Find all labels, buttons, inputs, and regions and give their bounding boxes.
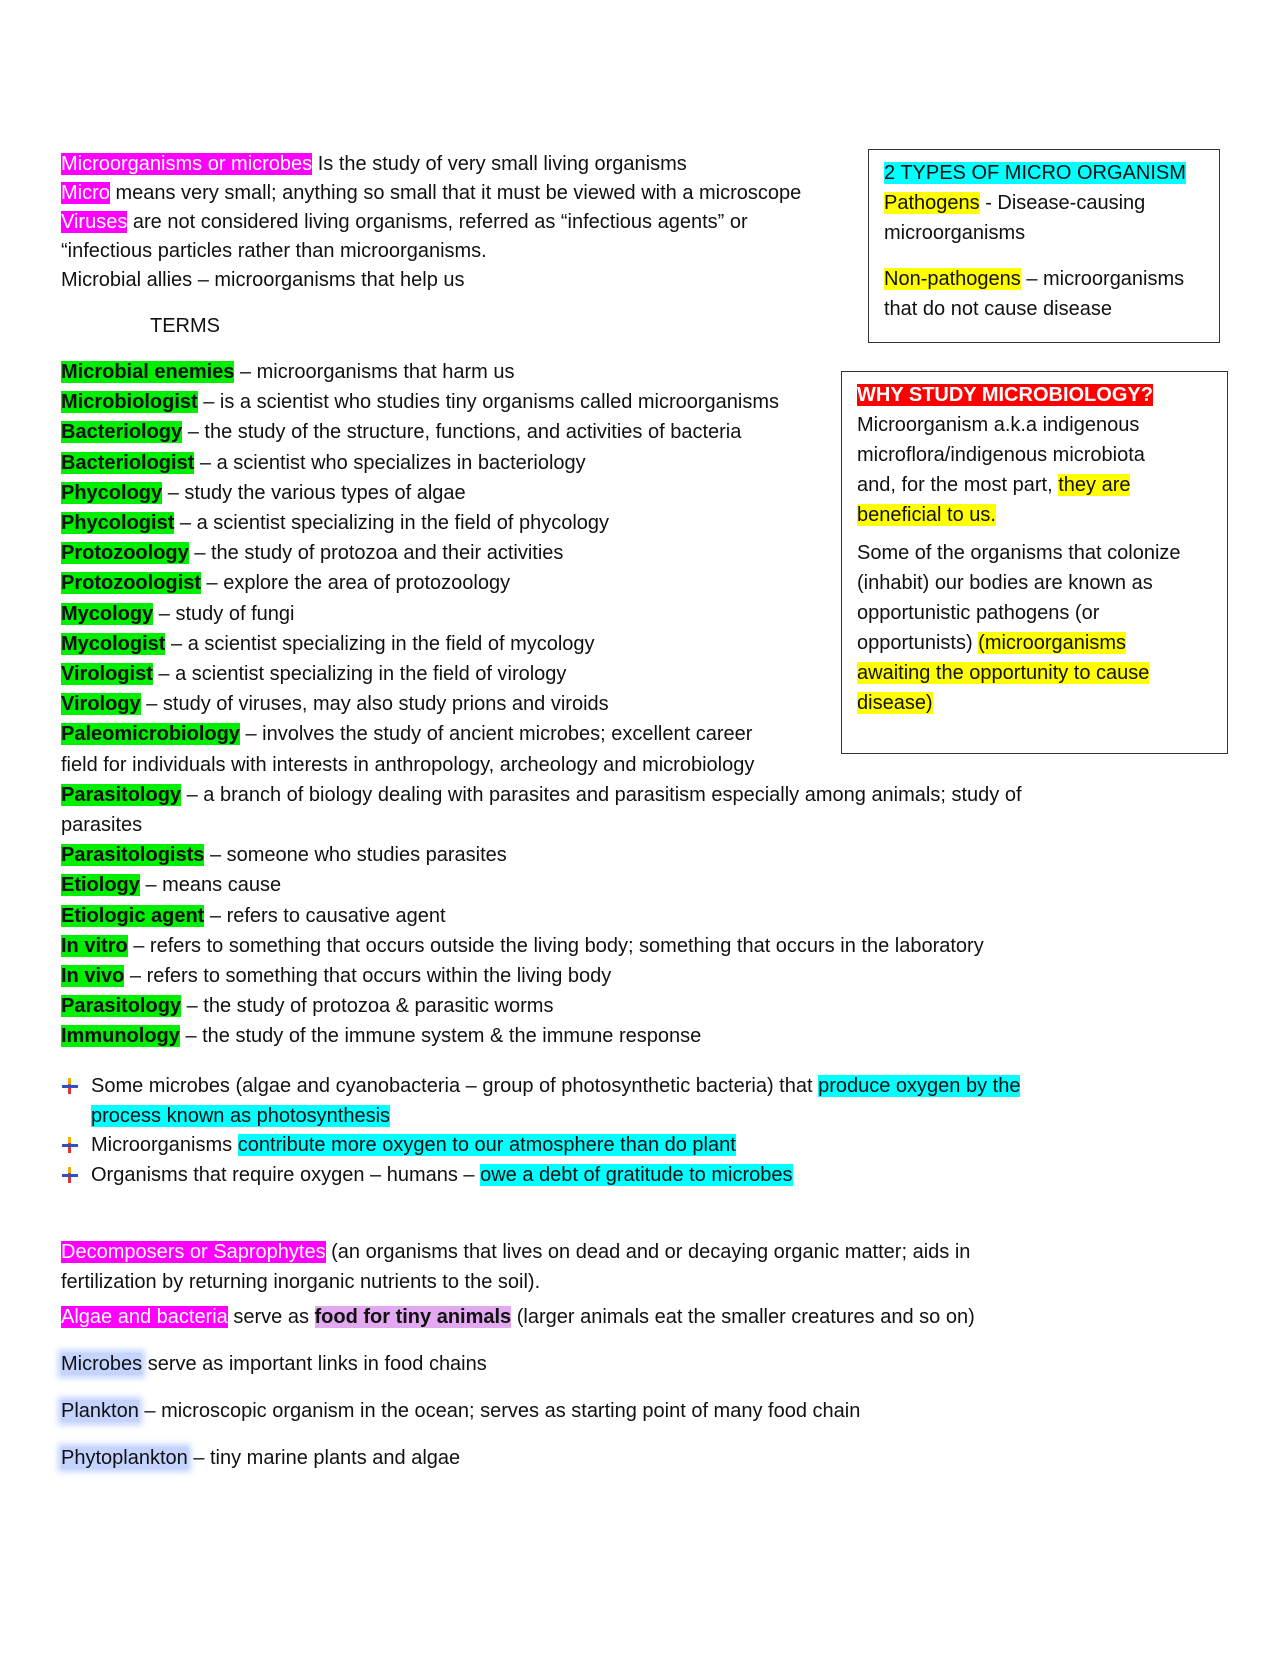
term-row xyxy=(61,478,466,508)
arrow-cross-bullet-icon xyxy=(61,1136,79,1154)
term-label: Mycologist xyxy=(61,633,166,655)
plankton-def: – microscopic organism in the ocean; serves as starting point of many food chain xyxy=(138,1400,861,1422)
term-row xyxy=(61,961,611,991)
why-text: opportunists) xyxy=(857,632,979,654)
why-highlight: (microorganisms xyxy=(978,632,1126,654)
term-algae-bacteria: Algae and bacteria xyxy=(61,1306,228,1328)
term-plankton: Plankton xyxy=(61,1400,139,1422)
term-viruses: Viruses xyxy=(61,211,128,233)
term-definition: – microorganisms that harm us xyxy=(234,361,515,383)
term-row xyxy=(61,719,752,749)
term-label: Parasitology xyxy=(61,995,182,1017)
term-definition: – is a scientist who studies tiny organisms called microorganisms xyxy=(197,391,780,413)
term-definition: – study of fungi xyxy=(153,603,295,625)
term-definition: – study the various types of algae xyxy=(162,482,466,504)
term-row xyxy=(61,780,1022,810)
microbes-def: serve as important links in food chains xyxy=(142,1353,487,1375)
term-microorganisms: Microorganisms or microbes xyxy=(61,153,313,175)
intro-line-2 xyxy=(61,178,801,208)
bullet-text: Organisms that require oxygen – humans – xyxy=(91,1164,481,1186)
phytoplankton-line xyxy=(61,1443,460,1473)
term-definition: – a branch of biology dealing with parasites and parasitism especially among animals; study of xyxy=(181,784,1022,806)
term-label: Paleomicrobiology xyxy=(61,723,240,745)
term-definition: – means cause xyxy=(139,874,282,896)
term-label: Protozoologist xyxy=(61,572,201,594)
term-definition: – refers to causative agent xyxy=(204,905,446,927)
term-row xyxy=(61,840,507,870)
plankton-line xyxy=(61,1396,860,1426)
bullet-highlight: contribute more oxygen to our atmosphere than do plant xyxy=(237,1134,736,1156)
term-definition: – a scientist specializing in the field of virology xyxy=(152,663,567,685)
term-label: Bacteriology xyxy=(61,421,183,443)
bullet-text: Some microbes (algae and cyanobacteria – group of photosynthetic bacteria) that xyxy=(91,1075,819,1097)
why-text: opportunistic pathogens (or xyxy=(857,602,1100,624)
term-definition: – refers to something that occurs outside the living body; something that occurs in the laboratory xyxy=(127,935,984,957)
term-nonpathogens: Non-pathogens xyxy=(884,268,1021,290)
types-box xyxy=(868,149,1220,343)
term-row xyxy=(61,689,609,719)
arrow-cross-bullet-icon xyxy=(61,1077,79,1095)
why-highlight: awaiting the opportunity to cause xyxy=(857,662,1150,684)
why-text: Some of the organisms that colonize xyxy=(857,542,1181,564)
pathogens-def-cont: microorganisms xyxy=(884,222,1026,244)
why-box xyxy=(841,371,1228,754)
intro-text: are not considered living organisms, referred as “infectious agents” or xyxy=(127,211,748,233)
bullet-2 xyxy=(91,1130,736,1160)
term-row xyxy=(61,508,609,538)
term-row xyxy=(61,448,586,478)
term-label: Bacteriologist xyxy=(61,452,195,474)
term-row xyxy=(61,931,984,961)
term-microbes: Microbes xyxy=(61,1353,143,1375)
term-row xyxy=(61,357,515,387)
intro-text: “infectious particles rather than microorganisms. xyxy=(61,240,487,262)
term-row xyxy=(61,417,741,447)
term-row xyxy=(61,599,294,629)
term-label: Protozoology xyxy=(61,542,189,564)
term-definition: – the study of the structure, functions, and activities of bacteria xyxy=(182,421,742,443)
microbes-line xyxy=(61,1349,487,1379)
term-row xyxy=(61,538,563,568)
bullet-1 xyxy=(91,1071,1020,1101)
bullet-1-cont xyxy=(91,1101,390,1131)
term-definition: – a scientist specializing in the field of phycology xyxy=(174,512,610,534)
term-definition: – the study of protozoa & parasitic worms xyxy=(181,995,554,1017)
why-text: (inhabit) our bodies are known as xyxy=(857,572,1153,594)
term-label: Virologist xyxy=(61,663,153,685)
term-row xyxy=(61,810,142,840)
term-row xyxy=(61,387,779,417)
intro-line-5 xyxy=(61,265,465,295)
term-label: Immunology xyxy=(61,1025,180,1047)
bullet-highlight: process known as photosynthesis xyxy=(91,1105,391,1127)
algae-text: (larger animals eat the smaller creatures and so on) xyxy=(511,1306,975,1328)
food-highlight: food for tiny animals xyxy=(314,1306,512,1328)
term-definition: – study of viruses, may also study prions and viroids xyxy=(140,693,609,715)
term-row xyxy=(61,568,510,598)
bullet-highlight: owe a debt of gratitude to microbes xyxy=(480,1164,793,1186)
decomposers-def-cont: fertilization by returning inorganic nutrients to the soil). xyxy=(61,1271,541,1293)
term-definition: – a scientist specializing in the field of mycology xyxy=(165,633,595,655)
term-label: In vivo xyxy=(61,965,125,987)
term-pathogens: Pathogens xyxy=(884,192,980,214)
decomposers-def: (an organisms that lives on dead and or decaying organic matter; aids in xyxy=(325,1241,971,1263)
why-text: Microorganism a.k.a indigenous xyxy=(857,414,1140,436)
term-row xyxy=(61,991,553,1021)
terms-heading: TERMS xyxy=(150,315,220,337)
types-box-title: 2 TYPES OF MICRO ORGANISM xyxy=(884,162,1186,184)
intro-text: means very small; anything so small that it must be viewed with a microscope xyxy=(109,182,802,204)
term-definition: – refers to something that occurs within the living body xyxy=(124,965,612,987)
term-decomposers: Decomposers or Saprophytes xyxy=(61,1241,326,1263)
term-row xyxy=(61,659,566,689)
intro-line-3 xyxy=(61,207,748,237)
term-row xyxy=(61,901,446,931)
term-label: Microbial enemies xyxy=(61,361,235,383)
term-label: Parasitologists xyxy=(61,844,205,866)
nonpathogens-def: – microorganisms xyxy=(1020,268,1185,290)
term-label: Phycology xyxy=(61,482,163,504)
term-label: Phycologist xyxy=(61,512,175,534)
bullet-text: Microorganisms xyxy=(91,1134,238,1156)
nonpathogens-def-cont: that do not cause disease xyxy=(884,298,1112,320)
term-row xyxy=(61,870,281,900)
term-definition: field for individuals with interests in anthropology, archeology and microbiology xyxy=(61,754,755,776)
intro-line-4 xyxy=(61,236,487,266)
term-phytoplankton: Phytoplankton xyxy=(61,1447,188,1469)
pathogens-def: - Disease-causing xyxy=(979,192,1146,214)
term-definition: parasites xyxy=(61,814,143,836)
bullet-highlight: produce oxygen by the xyxy=(818,1075,1021,1097)
why-highlight: disease) xyxy=(857,692,933,714)
term-definition: – someone who studies parasites xyxy=(204,844,507,866)
bullet-3 xyxy=(91,1160,793,1190)
term-definition: – explore the area of protozoology xyxy=(200,572,511,594)
term-label: Microbiologist xyxy=(61,391,198,413)
term-row xyxy=(61,629,595,659)
term-definition: – involves the study of ancient microbes; excellent career xyxy=(239,723,753,745)
arrow-cross-bullet-icon xyxy=(61,1166,79,1184)
term-label: Etiologic agent xyxy=(61,905,205,927)
phytoplankton-def: – tiny marine plants and algae xyxy=(187,1447,461,1469)
term-row xyxy=(61,750,754,780)
term-definition: – the study of the immune system & the immune response xyxy=(179,1025,702,1047)
why-highlight: they are xyxy=(1058,474,1131,496)
algae-line xyxy=(61,1302,975,1332)
term-label: Parasitology xyxy=(61,784,182,806)
intro-text: Is the study of very small living organisms xyxy=(312,153,687,175)
term-label: Mycology xyxy=(61,603,154,625)
algae-text: serve as xyxy=(227,1306,315,1328)
why-text: microflora/indigenous microbiota xyxy=(857,444,1145,466)
intro-text: Microbial allies – microorganisms that help us xyxy=(61,269,465,291)
intro-line-1 xyxy=(61,149,687,179)
term-definition: – the study of protozoa and their activities xyxy=(188,542,564,564)
why-text: and, for the most part, xyxy=(857,474,1059,496)
term-label: Virology xyxy=(61,693,141,715)
term-row xyxy=(61,1021,701,1051)
decomposers-line xyxy=(61,1237,970,1267)
why-box-title: WHY STUDY MICROBIOLOGY? xyxy=(857,384,1153,406)
term-label: In vitro xyxy=(61,935,128,957)
term-label: Etiology xyxy=(61,874,140,896)
term-definition: – a scientist who specializes in bacteriology xyxy=(194,452,586,474)
why-highlight: beneficial to us. xyxy=(857,504,996,526)
decomposers-line-cont xyxy=(61,1267,540,1297)
term-micro: Micro xyxy=(61,182,110,204)
